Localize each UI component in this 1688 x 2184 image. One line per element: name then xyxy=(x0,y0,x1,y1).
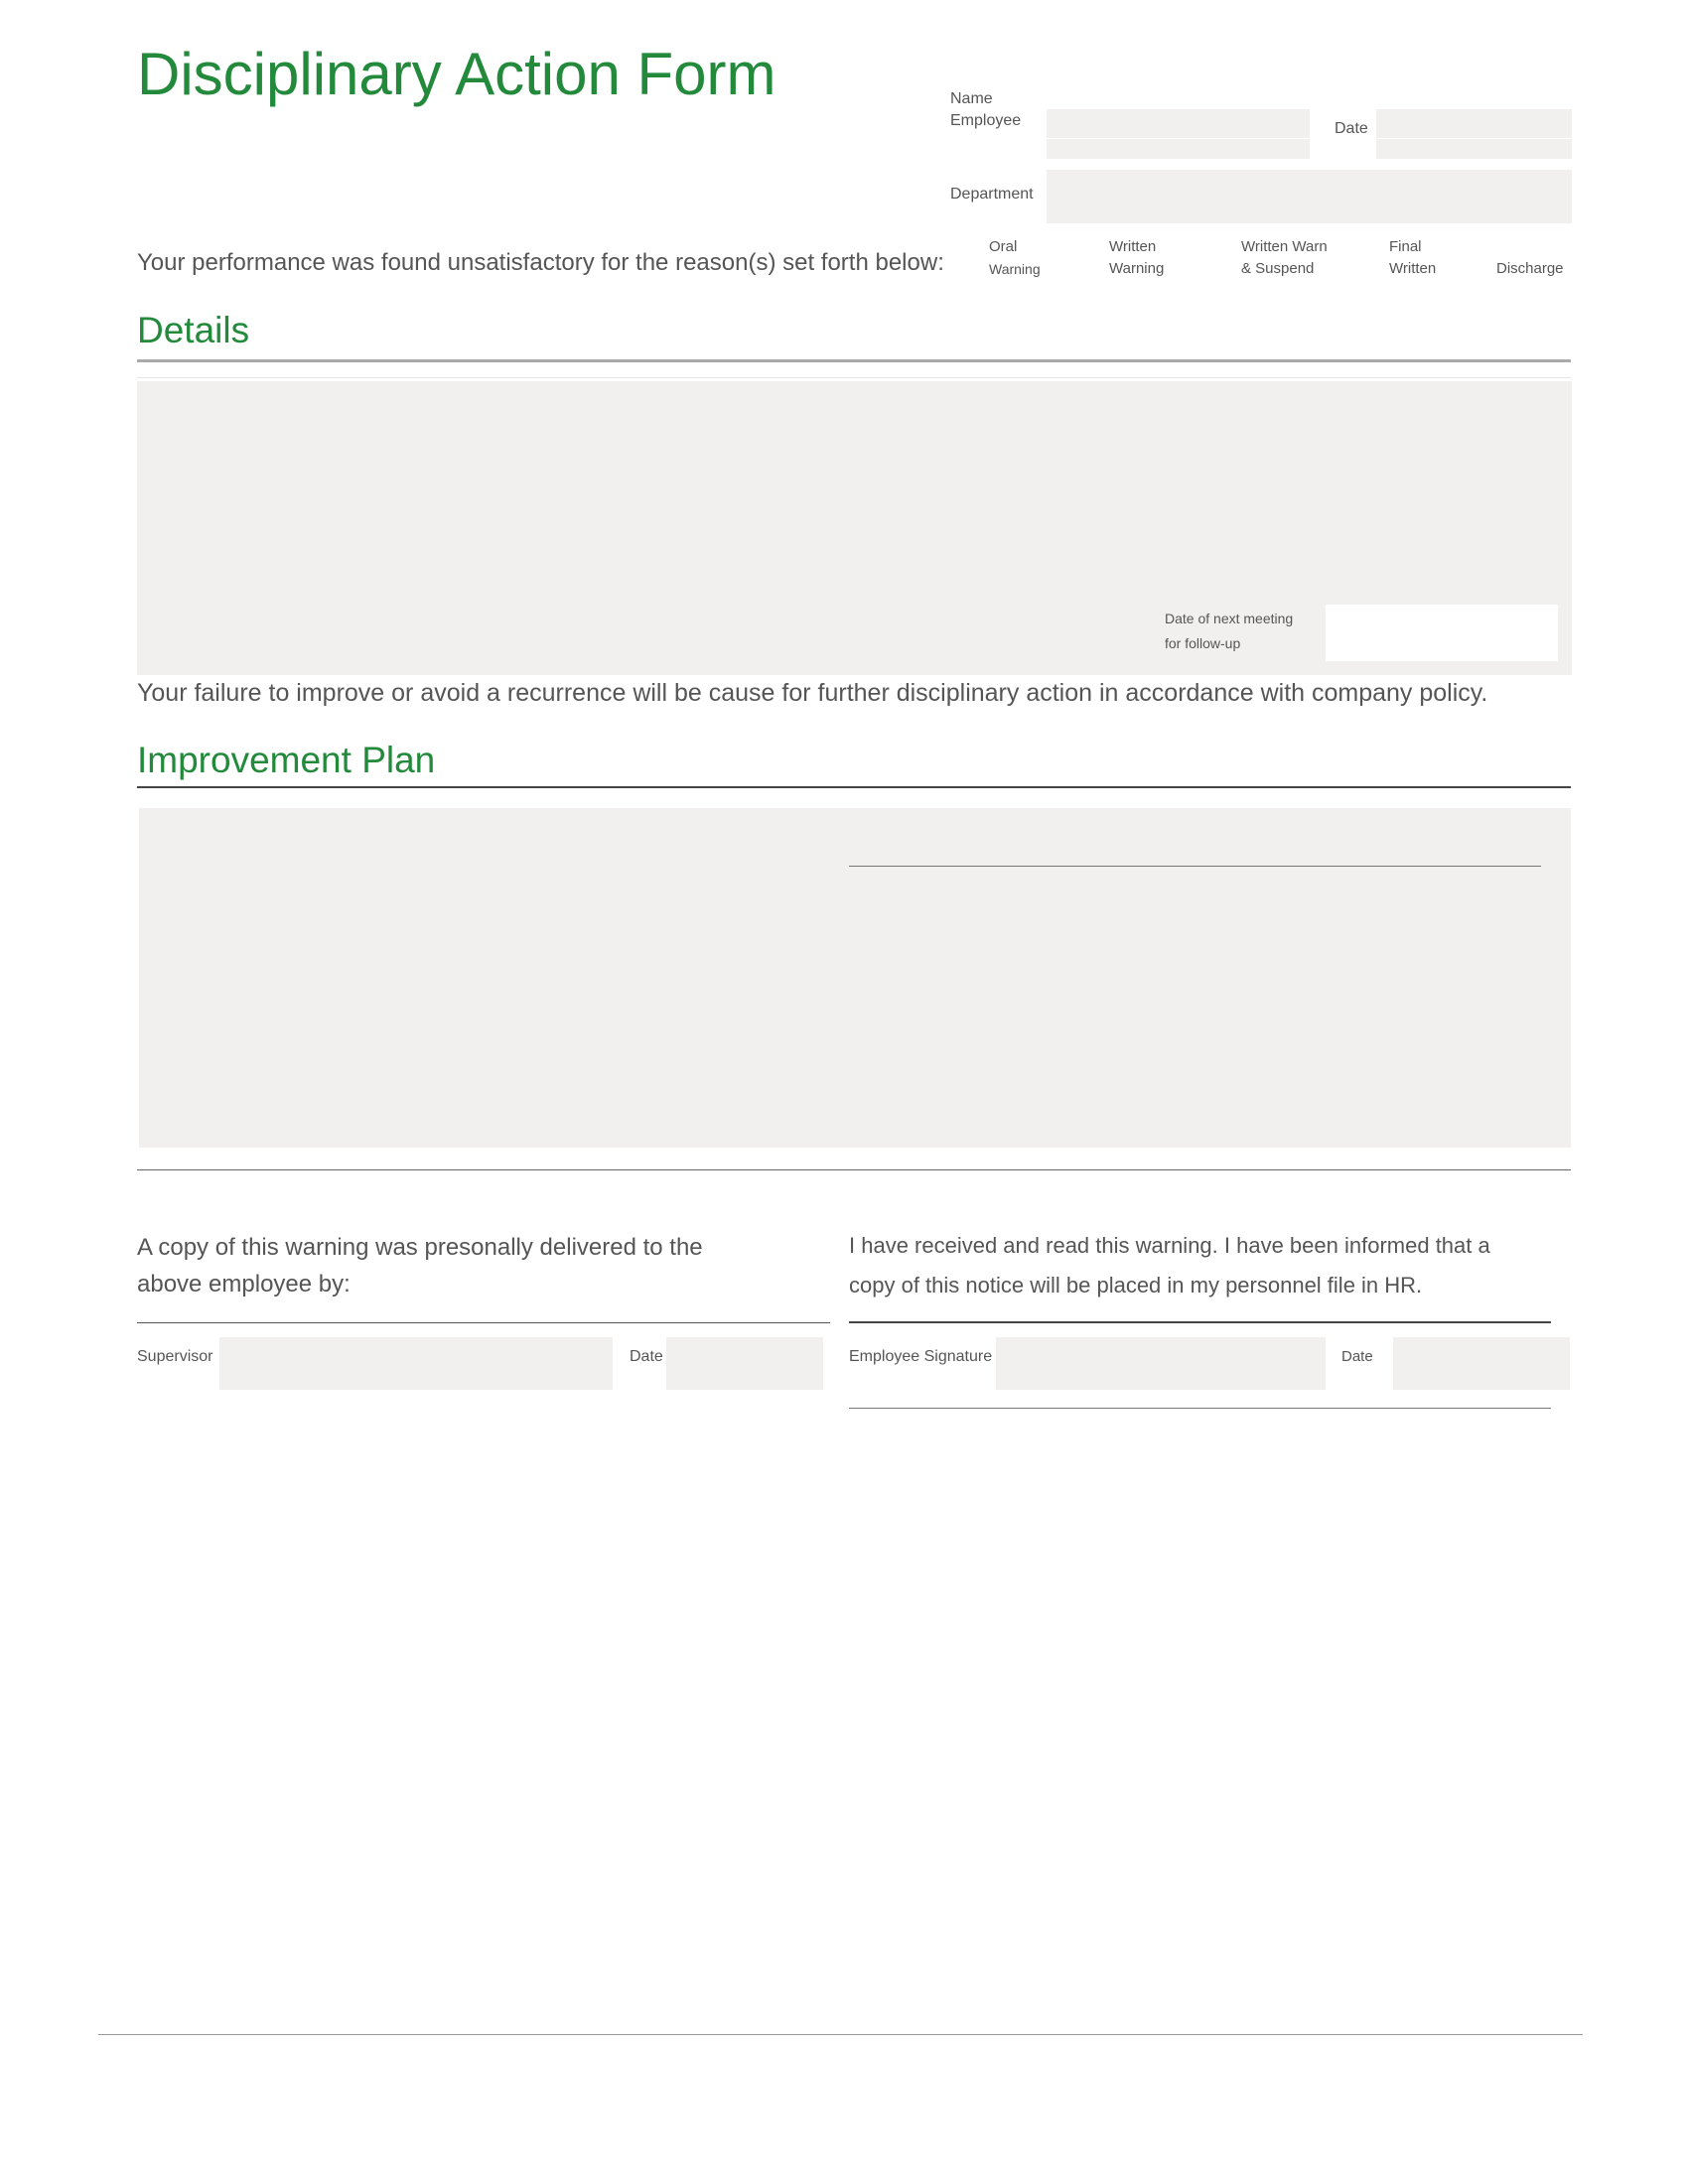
section-divider xyxy=(137,1169,1571,1170)
option-oral-warning[interactable] xyxy=(989,236,1041,280)
header-date-divider xyxy=(1376,138,1572,139)
employee-date-label: Date xyxy=(1341,1348,1373,1365)
supervisor-date-field[interactable] xyxy=(666,1337,823,1390)
department-label: Department xyxy=(950,186,1034,203)
next-meeting-line2: for follow-up xyxy=(1165,635,1241,651)
name-label-line2: Employee xyxy=(950,112,1022,129)
option-line1: Final xyxy=(1389,238,1422,255)
signature-bottom-rule xyxy=(849,1408,1551,1409)
employee-signature-field[interactable] xyxy=(996,1337,1326,1390)
name-label-line1: Name xyxy=(950,90,993,107)
warning-text: Your failure to improve or avoid a recurrence will be cause for further disciplinary action in accordance with company policy. xyxy=(137,679,1488,707)
next-meeting-label xyxy=(1165,607,1293,656)
acknowledgement-text xyxy=(849,1226,1490,1305)
option-line1: Oral xyxy=(989,238,1018,255)
employee-date-field[interactable] xyxy=(1393,1337,1570,1390)
improvement-field[interactable] xyxy=(139,808,1571,1148)
improvement-rule xyxy=(137,786,1571,788)
option-line2: Warning xyxy=(989,261,1041,277)
supervisor-label: Supervisor xyxy=(137,1348,213,1365)
option-written-warning[interactable] xyxy=(1109,236,1164,280)
option-final-written[interactable] xyxy=(1389,236,1436,280)
acknowledgement-line2: copy of this notice will be placed in my personnel file in HR. xyxy=(849,1273,1423,1297)
improvement-inner-line xyxy=(849,866,1541,867)
intro-text: Your performance was found unsatisfactory for the reason(s) set forth below: xyxy=(137,249,944,276)
employee-name-label xyxy=(950,88,1021,132)
employee-name-divider xyxy=(1047,138,1310,139)
option-line1: Written xyxy=(1109,238,1157,255)
delivery-line2: above employee by: xyxy=(137,1271,351,1297)
page-title: Disciplinary Action Form xyxy=(137,41,776,107)
details-rule xyxy=(137,359,1571,362)
option-written-warn-suspend[interactable] xyxy=(1241,236,1328,280)
footer-rule xyxy=(98,2034,1583,2035)
next-meeting-line1: Date of next meeting xyxy=(1165,611,1294,626)
employee-signature-label: Employee Signature xyxy=(849,1348,993,1365)
next-meeting-date-field[interactable] xyxy=(1326,605,1558,661)
acknowledgement-rule xyxy=(849,1321,1551,1323)
header-date-label: Date xyxy=(1335,120,1368,137)
employee-name-field[interactable] xyxy=(1047,109,1310,159)
improvement-heading: Improvement Plan xyxy=(137,740,436,780)
details-heading: Details xyxy=(137,310,250,350)
option-line2: & Suspend xyxy=(1241,260,1315,277)
header-date-field[interactable] xyxy=(1376,109,1572,159)
supervisor-field[interactable] xyxy=(219,1337,613,1390)
option-discharge[interactable]: Discharge xyxy=(1496,260,1564,277)
delivery-text xyxy=(137,1229,703,1302)
option-line1: Written Warn xyxy=(1241,238,1328,255)
delivery-rule xyxy=(137,1322,830,1323)
option-line2: Written xyxy=(1389,260,1437,277)
acknowledgement-line1: I have received and read this warning. I have been informed that a xyxy=(849,1233,1490,1258)
option-line2: Warning xyxy=(1109,260,1165,277)
supervisor-date-label: Date xyxy=(630,1348,663,1365)
details-rule-thin xyxy=(137,377,1571,378)
department-field[interactable] xyxy=(1047,170,1572,223)
delivery-line1: A copy of this warning was presonally delivered to the xyxy=(137,1234,703,1261)
